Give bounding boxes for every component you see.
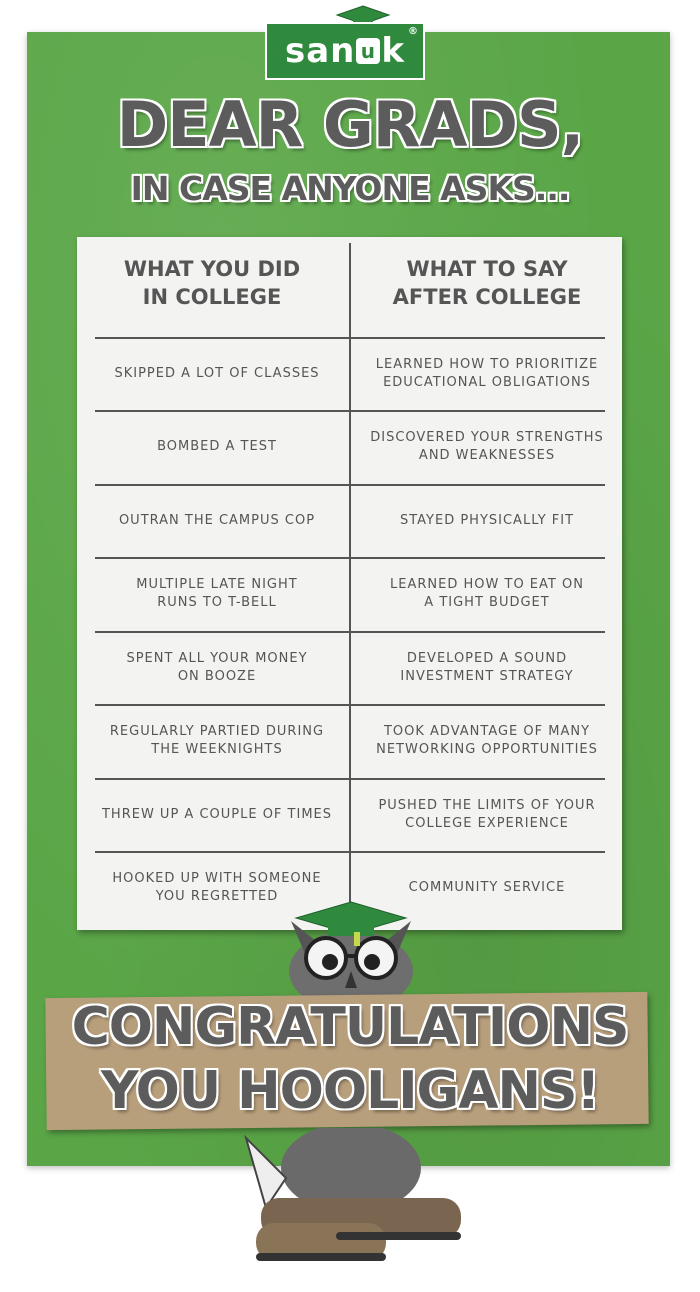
- cell-what-to-say: STAYED PHYSICALLY FIT: [399, 512, 575, 528]
- cell-what-to-say: LEARNED HOW TO PRIORITIZE EDUCATIONAL OBLIGATIONS: [375, 356, 599, 390]
- header-what-to-say: WHAT TO SAY AFTER COLLEGE: [392, 257, 582, 309]
- cell-what-you-did: BOMBED A TEST: [157, 438, 277, 454]
- brand-smile-letter: u: [356, 38, 380, 64]
- registered-mark: ®: [408, 26, 419, 37]
- header-what-you-did: WHAT YOU DID IN COLLEGE: [123, 257, 301, 309]
- comparison-table: [77, 237, 622, 930]
- cell-what-you-did: HOOKED UP WITH SOMEONE YOU REGRETTED: [112, 870, 322, 904]
- shoes-illustration: [226, 1128, 476, 1268]
- brand-name-right: k: [381, 31, 405, 71]
- brand-logo[interactable]: [265, 22, 425, 80]
- column-divider: [349, 243, 351, 925]
- you-hooligans-text: YOU HOOLIGANS!: [100, 1061, 600, 1121]
- cell-what-to-say: DISCOVERED YOUR STRENGTHS AND WEAKNESSES: [370, 429, 604, 463]
- cell-what-to-say: TOOK ADVANTAGE OF MANY NETWORKING OPPORTUNITIES: [376, 723, 598, 757]
- cell-what-to-say: PUSHED THE LIMITS OF YOUR COLLEGE EXPERIENCE: [378, 797, 596, 831]
- cell-what-to-say: COMMUNITY SERVICE: [408, 879, 566, 895]
- owl-illustration: [276, 896, 426, 1006]
- cell-what-to-say: DEVELOPED A SOUND INVESTMENT STRATEGY: [400, 650, 574, 684]
- cell-what-you-did: OUTRAN THE CAMPUS COP: [118, 512, 316, 528]
- cell-what-you-did: SKIPPED A LOT OF CLASSES: [114, 365, 320, 381]
- headline-dear-grads: DEAR GRADS,: [116, 88, 584, 161]
- brand-name-left: san: [284, 31, 356, 71]
- cell-what-you-did: MULTIPLE LATE NIGHT RUNS TO T-BELL: [136, 576, 298, 610]
- headline-subtitle: IN CASE ANYONE ASKS...: [130, 169, 570, 208]
- cell-what-you-did: THREW UP A COUPLE OF TIMES: [101, 806, 332, 822]
- cell-what-you-did: SPENT ALL YOUR MONEY ON BOOZE: [126, 650, 308, 684]
- cell-what-you-did: REGULARLY PARTIED DURING THE WEEKNIGHTS: [109, 723, 325, 757]
- congratulations-text: CONGRATULATIONS: [71, 997, 629, 1057]
- cell-what-to-say: LEARNED HOW TO EAT ON A TIGHT BUDGET: [390, 576, 584, 610]
